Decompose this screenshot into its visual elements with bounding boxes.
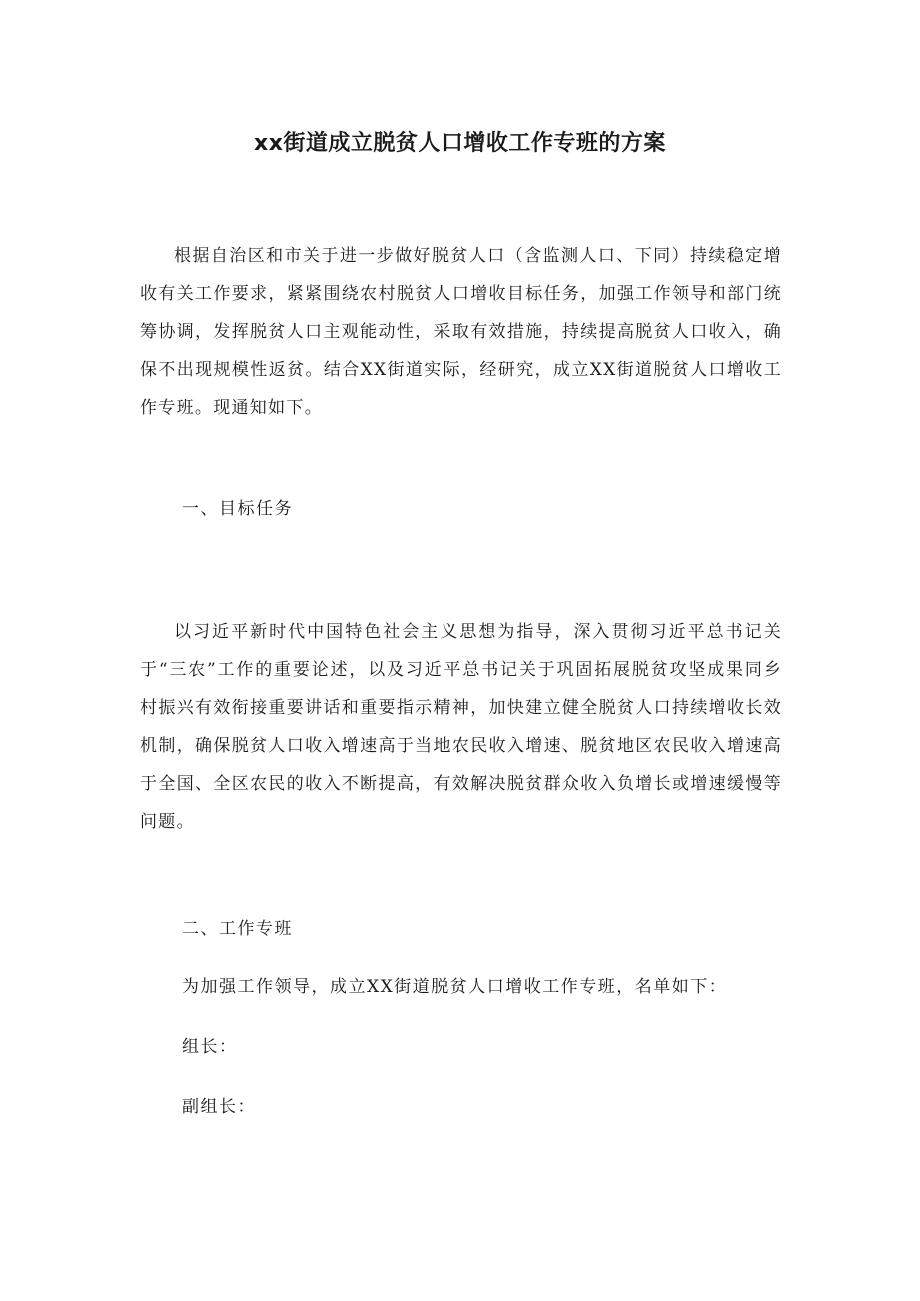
document-title: xx街道成立脱贫人口增收工作专班的方案 xyxy=(254,131,666,156)
team-intro-paragraph: 为加强工作领导，成立XX街道脱贫人口增收工作专班，名单如下： xyxy=(182,977,728,997)
section-heading-goals: 一、目标任务 xyxy=(182,499,293,519)
intro-paragraph: 根据自治区和市关于进一步做好脱贫人口（含监测人口、下同）持续稳定增收有关工作要求，紧紧围绕农村脱贫人口增收目标任务，加强工作领导和部门统筹协调，发挥脱贫人口主观能动性，采取有效措施，持续提高脱贫人口收入，确保不出现规模性返贫。结合XX街道实际，经研究，成立XX街道脱贫人口增收工作专班。现通知如下。 xyxy=(140,246,782,418)
deputy-leader-line: 副组长： xyxy=(182,1097,256,1117)
section-heading-team: 二、工作专班 xyxy=(182,919,293,939)
team-leader-line: 组长： xyxy=(182,1037,238,1057)
goals-paragraph: 以习近平新时代中国特色社会主义思想为指导，深入贯彻习近平总书记关于“三农”工作的重要论述，以及习近平总书记关于巩固拓展脱贫攻坚成果同乡村振兴有效衔接重要讲话和重要指示精神，加快建立健全脱贫人口持续增收长效机制，确保脱贫人口收入增速高于当地农民收入增速、脱贫地区农民收入增速高于全国、全区农民的收入不断提高，有效解决脱贫群众收入负增长或增速缓慢等问题。 xyxy=(140,622,782,832)
